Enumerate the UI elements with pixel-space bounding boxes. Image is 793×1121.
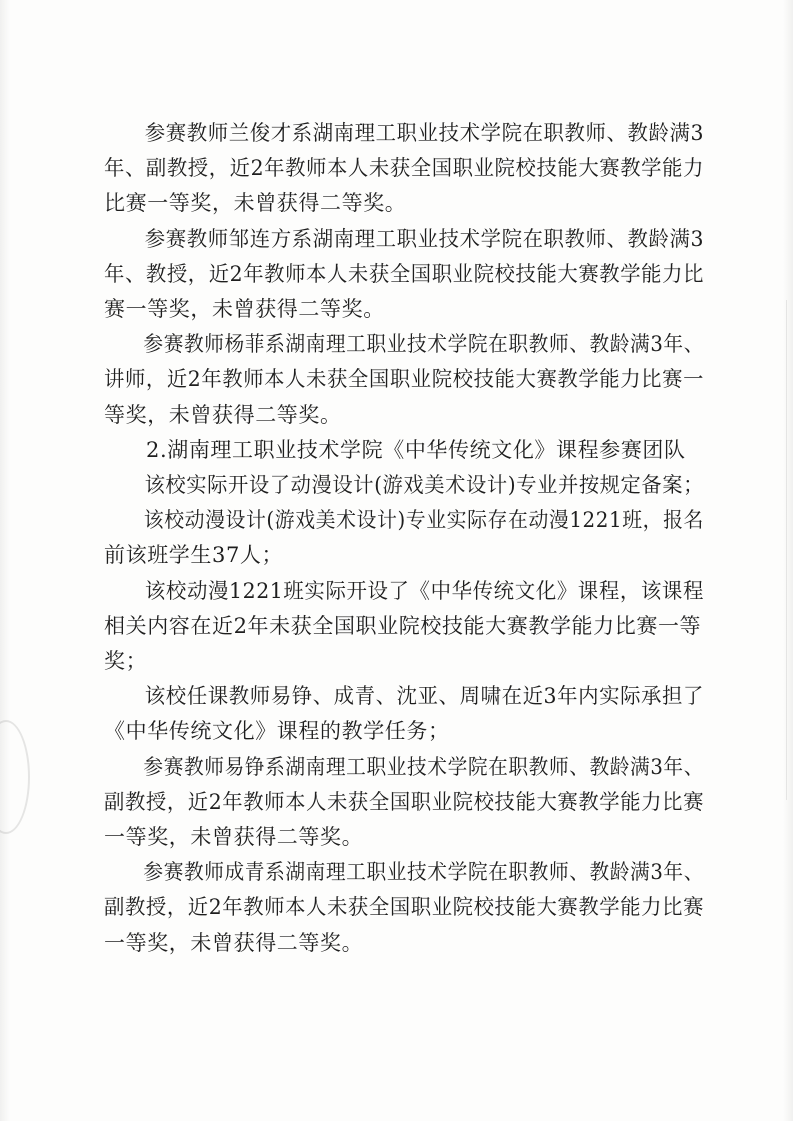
text-line: 参赛教师兰俊才系湖南理工职业技术学院在职教师、教龄满3 <box>144 121 705 145</box>
text-line: 相关内容在近2年未获全国职业院校技能大赛教学能力比赛一等 <box>104 613 702 638</box>
text-line: 年、副教授，近2年教师本人未获全国职业院校技能大赛教学能力 <box>104 156 705 181</box>
stamp-trace-mark <box>0 720 30 834</box>
scan-edge-left <box>0 0 10 1121</box>
text-line: 讲师，近2年教师本人未获全国职业院校技能大赛教学能力比赛一 <box>104 367 705 392</box>
text-line: 一等奖，未曾获得二等奖。 <box>104 930 364 955</box>
text-line: 参赛教师杨菲系湖南理工职业技术学院在职教师、教龄满3年、 <box>143 332 704 357</box>
text-line: 参赛教师成青系湖南理工职业技术学院在职教师、教龄满3年、 <box>143 860 704 885</box>
text-line: 参赛教师易铮系湖南理工职业技术学院在职教师、教龄满3年、 <box>143 754 704 779</box>
text-line: 前该班学生37人； <box>104 543 284 568</box>
text-line: 副教授，近2年教师本人未获全国职业院校技能大赛教学能力比赛 <box>104 789 705 814</box>
text-line: 一等奖，未曾获得二等奖。 <box>104 825 364 849</box>
text-line: 该校实际开设了动漫设计(游戏美术设计)专业并按规定备案； <box>144 473 705 497</box>
text-line: 副教授，近2年教师本人未获全国职业院校技能大赛教学能力比赛 <box>104 895 705 920</box>
scan-fold-line <box>786 300 787 800</box>
scan-edge-right <box>783 0 793 1121</box>
text-line: 比赛一等奖，未曾获得二等奖。 <box>104 191 407 216</box>
text-line: 《中华传统文化》课程的教学任务； <box>104 719 450 744</box>
text-line: 该校任课教师易铮、成青、沈亚、周啸在近3年内实际承担了 <box>144 684 705 709</box>
text-line: 该校动漫设计(游戏美术设计)专业实际存在动漫1221班，报名 <box>143 508 704 533</box>
text-line: 奖； <box>104 649 148 673</box>
text-line: 参赛教师邹连方系湖南理工职业技术学院在职教师、教龄满3 <box>144 226 705 251</box>
text-line: 年、教授，近2年教师本人未获全国职业院校技能大赛教学能力比 <box>104 261 705 286</box>
text-line: 等奖，未曾获得二等奖。 <box>104 402 342 427</box>
text-line: 2.湖南理工职业技术学院《中华传统文化》课程参赛团队 <box>146 437 686 462</box>
text-line: 赛一等奖，未曾获得二等奖。 <box>104 297 385 321</box>
text-line: 该校动漫1221班实际开设了《中华传统文化》课程，该课程 <box>144 578 704 603</box>
